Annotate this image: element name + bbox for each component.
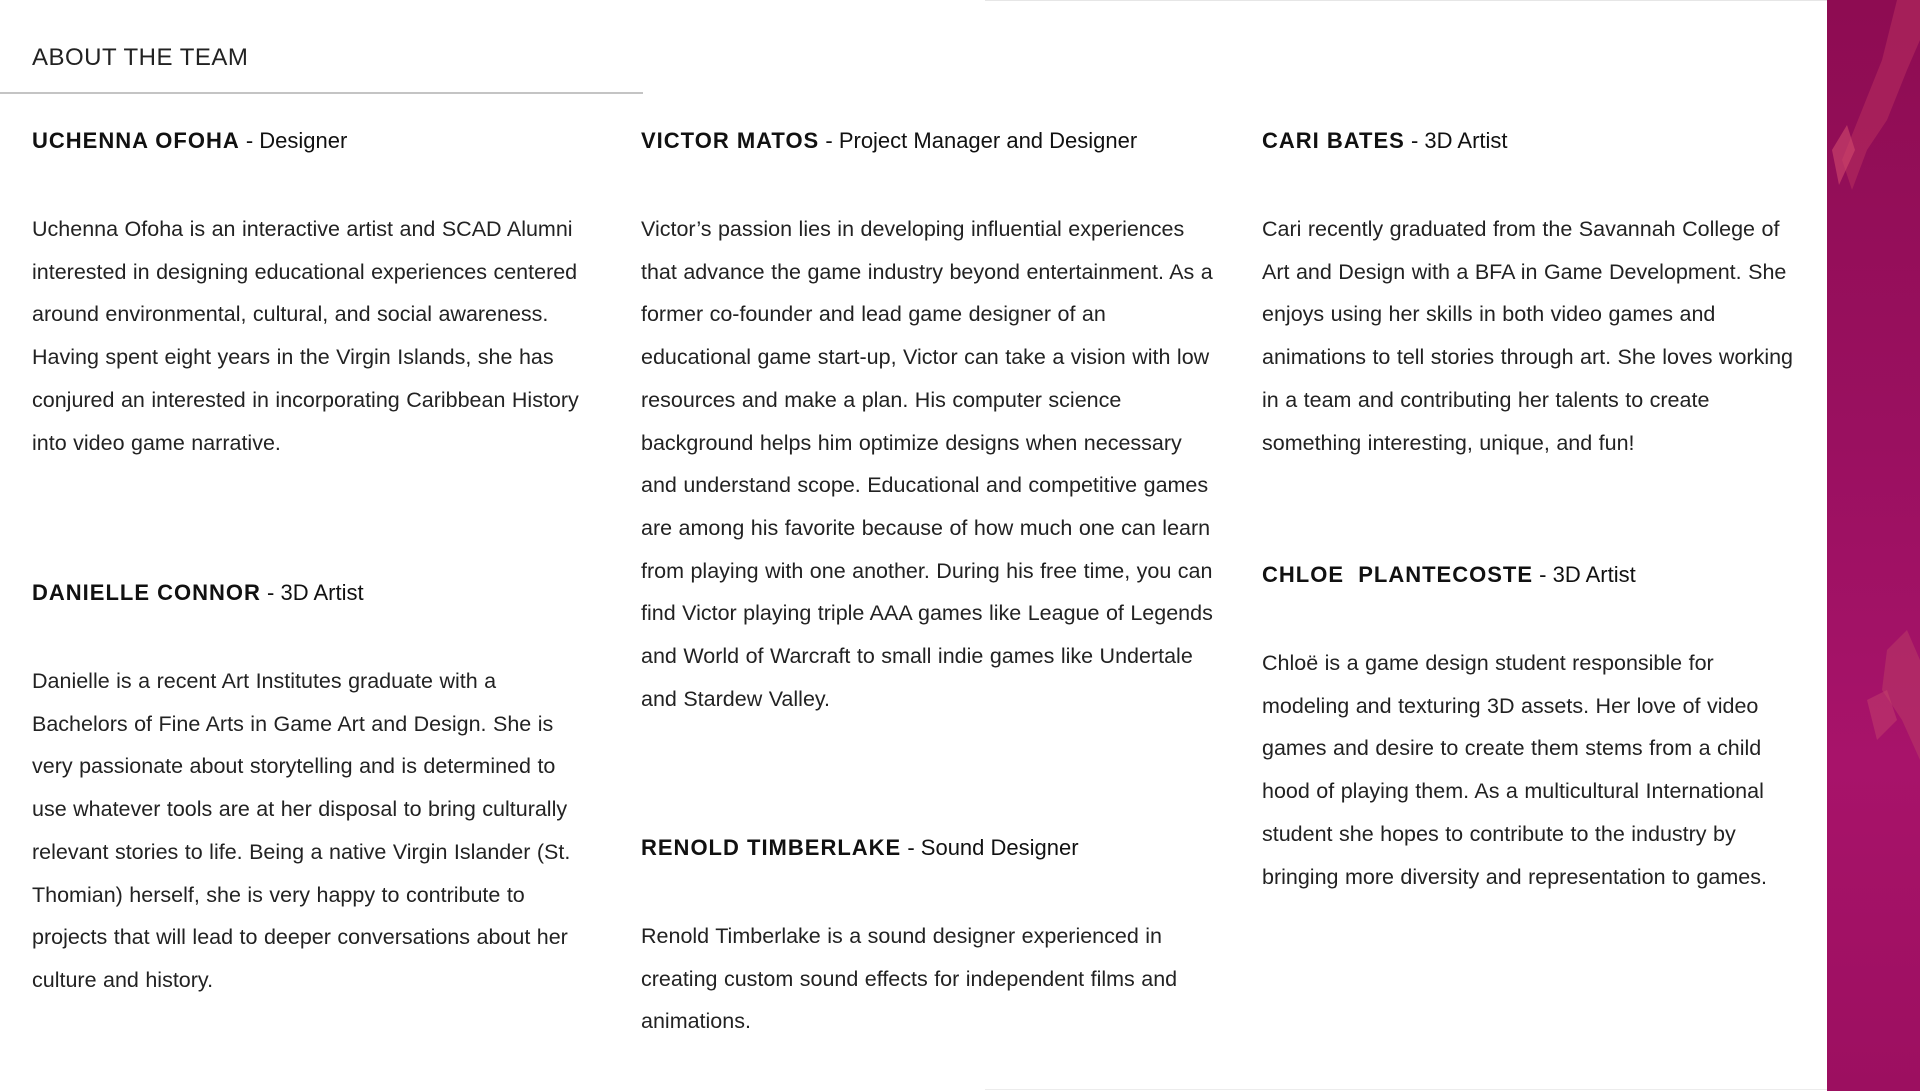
member-heading bbox=[1262, 126, 1802, 156]
title-underline bbox=[0, 92, 643, 94]
member-heading bbox=[32, 126, 592, 156]
team-member-chloe bbox=[1262, 560, 1802, 898]
member-name: CHLOE PLANTECOSTE bbox=[1262, 562, 1534, 587]
member-role: - 3D Artist bbox=[1410, 128, 1508, 153]
member-name: VICTOR MATOS bbox=[641, 128, 820, 153]
member-bio: Cari recently graduated from the Savannah College of Art and Design with a BFA in Game Development. She enjoys using her skills in both video games and animations to tell stories through art. She loves working in a team and contributing her talents to create something interesting, unique, and fun! bbox=[1262, 217, 1794, 455]
team-member-victor bbox=[641, 126, 1216, 720]
member-bio: Chloë is a game design student responsible for modeling and texturing 3D assets. Her love of video games and desire to create them stems from a child hood of playing them. As a multicultural International student she hopes to contribute to the industry by bringing more diversity and representation to games. bbox=[1262, 651, 1767, 889]
member-bio: Victor’s passion lies in developing influential experiences that advance the game industry beyond entertainment. As a former co-founder and lead game designer of an educational game start-up, Victor can take a vision with low resources and make a plan. His computer science background helps him optimize designs when necessary and understand scope. Educational and competitive games are among his favorite because of how much one can learn from playing with one another. During his free time, you can find Victor playing triple AAA games like League of Legends and World of Warcraft to small indie games like Undertale and Stardew Valley. bbox=[641, 217, 1213, 711]
member-role: - 3D Artist bbox=[1539, 562, 1636, 587]
member-name: UCHENNA OFOHA bbox=[32, 128, 240, 153]
top-divider bbox=[985, 0, 1827, 1]
member-heading bbox=[641, 833, 1201, 863]
member-name: RENOLD TIMBERLAKE bbox=[641, 835, 902, 860]
member-bio: Uchenna Ofoha is an interactive artist and SCAD Alumni interested in designing educational experiences centered around environmental, cultural, and social awareness. Having spent eight years in the Virgin Islands, she has conjured an interested in incorporating Caribbean History into video game narrative. bbox=[32, 217, 579, 455]
member-bio: Renold Timberlake is a sound designer experienced in creating custom sound effects for independent films and animations. bbox=[641, 924, 1178, 1034]
decorative-side-panel bbox=[1827, 0, 1920, 1091]
member-name: DANIELLE CONNOR bbox=[32, 580, 261, 605]
member-role: - 3D Artist bbox=[267, 580, 364, 605]
member-heading bbox=[641, 126, 1216, 156]
member-role: - Designer bbox=[245, 128, 348, 153]
member-heading bbox=[1262, 560, 1802, 590]
team-member-renold bbox=[641, 833, 1201, 1043]
member-role: - Sound Designer bbox=[907, 835, 1079, 860]
member-name: CARI BATES bbox=[1262, 128, 1405, 153]
member-heading bbox=[32, 578, 582, 608]
team-member-uchenna bbox=[32, 126, 592, 464]
team-member-danielle bbox=[32, 578, 582, 1002]
page-title: ABOUT THE TEAM bbox=[32, 44, 249, 71]
bottom-divider bbox=[985, 1089, 1827, 1090]
abstract-art-image bbox=[1827, 0, 1920, 1091]
member-role: - Project Manager and Designer bbox=[825, 128, 1138, 153]
team-member-cari bbox=[1262, 126, 1802, 464]
member-bio: Danielle is a recent Art Institutes graduate with a Bachelors of Fine Arts in Game Art and Design. She is very passionate about storytelling and is determined to use whatever tools are at her disposal to bring culturally relevant stories to life. Being a native Virgin Islander (St. Thomian) herself, she is very happy to contribute to projects that will lead to deeper conversations about her culture and history. bbox=[32, 669, 571, 992]
